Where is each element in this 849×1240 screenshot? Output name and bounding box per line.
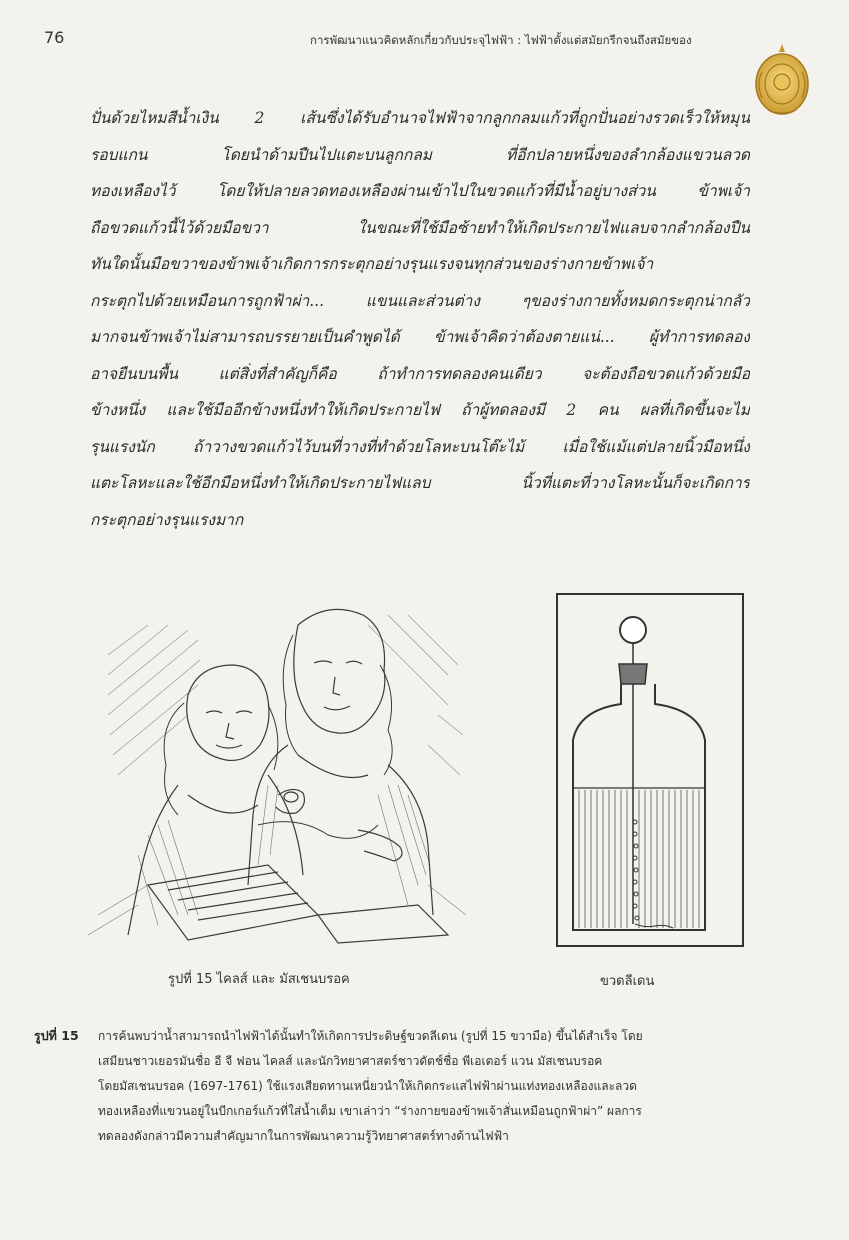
kleist-musschenbroek-illustration — [88, 585, 468, 945]
figure-note-label: รูปที่ 15 — [34, 1028, 79, 1043]
right-figure-caption: ขวดลีเดน — [600, 974, 655, 989]
figure-note-text — [98, 1024, 788, 1149]
quote-line: ทองเหลืองไว้ โดยให้ปลายลวดทองเหลืองผ่านเข้าไปในขวดแก้วที่มีน้ำอยู่บางส่วน ข้าพเจ้า — [90, 182, 750, 200]
royal-seal-icon — [752, 42, 812, 118]
figure-note-line: ทดลองดังกล่าวมีความสำคัญมากในการพัฒนาความรู้วิทยาศาสตร์ทางด้านไฟฟ้า — [98, 1129, 509, 1143]
quote-line: แตะโลหะและใช้อีกมือหนึ่งทำให้เกิดประกายไฟแลบ นิ้วที่แตะที่วางโลหะนั้นก็จะเกิดการ — [90, 474, 750, 492]
quote-line: ถือขวดแก้วนี้ไว้ด้วยมือขวา ในขณะที่ใช้มือซ้ายทำให้เกิดประกายไฟแลบจากลำกล้องปืน — [90, 218, 750, 237]
quote-line: ข้างหนึ่ง และใช้มืออีกข้างหนึ่งทำให้เกิดประกายไฟ ถ้าผู้ทดลองมี 2 คน ผลที่เกิดขึ้นจะไม่ — [90, 401, 750, 419]
quoted-passage — [90, 100, 750, 538]
left-figure-caption: รูปที่ 15 ไคลส์ และ มัสเชนบรอค — [168, 972, 350, 987]
figure-note-line: ทองเหลืองที่แขวนอยู่ในบีกเกอร์แก้วที่ใส่น้ำเต็ม เขาเล่าว่า “ร่างกายของข้าพเจ้าสั่นเหมือนถูกฟ้าผ่า” ผลการ — [98, 1104, 642, 1118]
quote-line: อาจยืนบนพื้น แต่สิ่งที่สำคัญก็คือ ถ้าทำการทดลองคนเดียว จะต้องถือขวดแก้วด้วยมือ — [90, 364, 750, 383]
running-head: การพัฒนาแนวคิดหลักเกี่ยวกับประจุไฟฟ้า : ไฟฟ้าตั้งแต่สมัยกรีกจนถึงสมัยของ — [310, 33, 692, 47]
quote-line: กระตุกไปด้วยเหมือนการถูกฟ้าผ่า... แขนและส่วนต่าง ๆของร่างกายทั้งหมดกระตุกน่ากลัว — [90, 291, 750, 310]
quote-line: ปั่นด้วยไหมสีน้ำเงิน 2 เส้นซึ่งได้รับอำนาจไฟฟ้าจากลูกกลมแก้วที่ถูกปั่นอย่างรวดเร็วให้หมุน — [90, 109, 750, 127]
leyden-jar-diagram — [555, 592, 745, 948]
quote-line: รอบแกน โดยนำด้ามปืนไปแตะบนลูกกลม ที่อีกปลายหนึ่งของลำกล้องแขวนลวด — [90, 145, 750, 164]
figure-note-line: เสมียนชาวเยอรมันชื่อ อี จี ฟอน ไคลส์ และนักวิทยาศาสตร์ชาวดัตช์ชื่อ พีเอเตอร์ แวน มัสเชนบรอค — [98, 1054, 603, 1068]
page-number: 76 — [44, 28, 65, 47]
quote-line: ทันใดนั้นมือขวาของข้าพเจ้าเกิดการกระตุกอย่างรุนแรงจนทุกส่วนของร่างกายข้าพเจ้า — [90, 255, 654, 273]
figure-note-line: การค้นพบว่าน้ำสามารถนำไฟฟ้าได้นั้นทำให้เกิดการประดิษฐ์ขวดลีเดน (รูปที่ 15 ขวามือ) ขึ้นได้สำเร็จ โดย — [98, 1029, 643, 1043]
quote-line: มากจนข้าพเจ้าไม่สามารถบรรยายเป็นคำพูดได้ ข้าพเจ้าคิดว่าต้องตายแน่... ผู้ทำการทดลอง — [90, 328, 750, 346]
quote-line: รุนแรงนัก ถ้าวางขวดแก้วไว้บนที่วางที่ทำด้วยโลหะบนโต๊ะไม้ เมื่อใช้แม้แต่ปลายนิ้วมือหนึ่ง — [90, 437, 750, 456]
quote-line: กระตุกอย่างรุนแรงมาก — [90, 510, 244, 529]
figure-note-line: โดยมัสเชนบรอค (1697-1761) ใช้แรงเสียดทานเหนี่ยวนำให้เกิดกระแสไฟฟ้าผ่านแท่งทองเหลืองและลวด — [98, 1079, 637, 1093]
